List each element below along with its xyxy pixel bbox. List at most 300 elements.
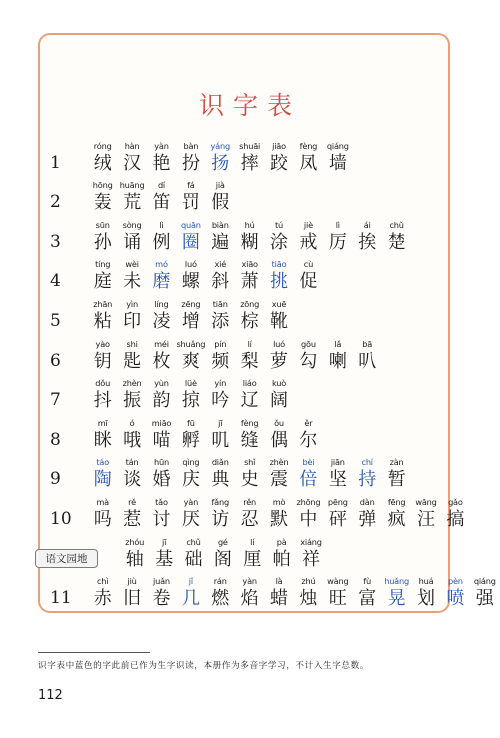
- char-cell: [88, 141, 117, 175]
- pinyin: huāng: [119, 180, 145, 191]
- pinyin: gé: [217, 536, 228, 547]
- char-cell: [294, 576, 323, 610]
- row-number: 3: [50, 231, 61, 252]
- page-number: 112: [38, 688, 63, 703]
- char-cell: [470, 576, 499, 610]
- char-cell: [323, 576, 352, 610]
- char-cell: [176, 497, 205, 531]
- hanzi: 爽: [181, 350, 200, 372]
- pinyin: jī: [162, 536, 167, 547]
- pinyin: wàng: [327, 576, 349, 587]
- char-cell: [235, 576, 264, 610]
- hanzi: 凌: [152, 310, 171, 332]
- hanzi: 荒: [123, 192, 142, 214]
- pinyin: juǎn: [153, 576, 170, 587]
- char-row: [50, 571, 496, 611]
- hanzi: 扮: [181, 152, 200, 174]
- row-number: 1: [50, 152, 61, 173]
- pinyin: zhú: [301, 576, 316, 587]
- char-cell: [176, 418, 205, 452]
- char-cell: [235, 418, 264, 452]
- hanzi: 坚: [328, 469, 347, 491]
- pinyin: lüè: [184, 378, 197, 389]
- hanzi: 汉: [123, 152, 142, 174]
- hanzi: 搞: [446, 508, 465, 530]
- char-cell: [353, 576, 382, 610]
- char-cell: [117, 457, 146, 491]
- char-cell: [120, 537, 149, 571]
- hanzi: 中: [299, 508, 318, 530]
- char-cell: [441, 576, 470, 610]
- char-cell: [353, 339, 382, 373]
- char-cell: [117, 299, 146, 333]
- hanzi: 强: [475, 588, 494, 610]
- pinyin: gōu: [301, 338, 316, 349]
- pinyin: pēng: [327, 496, 348, 507]
- hanzi: 萝: [270, 350, 289, 372]
- char-cell: [353, 497, 382, 531]
- char-cell: [117, 220, 146, 254]
- pinyin: mó: [155, 259, 168, 270]
- hanzi: 喇: [328, 350, 347, 372]
- char-cell: [206, 141, 235, 175]
- pinyin: yào: [95, 338, 110, 349]
- pinyin: lì: [159, 219, 164, 230]
- hanzi: 轰: [93, 192, 112, 214]
- pinyin: luó: [273, 338, 285, 349]
- row-number: 9: [50, 469, 61, 490]
- hanzi: 倍: [299, 469, 318, 491]
- pinyin: jiù: [127, 576, 137, 587]
- hanzi: 暂: [387, 469, 406, 491]
- char-cell: [382, 220, 411, 254]
- hanzi: 枚: [152, 350, 171, 372]
- char-cell: [88, 220, 117, 254]
- hanzi: 印: [123, 310, 142, 332]
- row-number: 6: [50, 350, 61, 371]
- char-cell: [294, 339, 323, 373]
- char-row: [50, 293, 450, 333]
- hanzi: 罚: [181, 192, 200, 214]
- pinyin: yáng: [210, 140, 230, 151]
- hanzi: 划: [416, 588, 435, 610]
- hanzi: 基: [155, 548, 174, 570]
- pinyin: huá: [418, 576, 434, 587]
- hanzi: 棕: [240, 310, 259, 332]
- pinyin: hōng: [92, 180, 113, 191]
- char-cell: [147, 339, 176, 373]
- pinyin: ái: [363, 219, 371, 230]
- hanzi: 烛: [299, 588, 318, 610]
- hanzi: 靴: [270, 310, 289, 332]
- char-cell: [296, 537, 325, 571]
- pinyin: là: [275, 576, 283, 587]
- pinyin: ǒu: [274, 417, 284, 428]
- hanzi: 勾: [299, 350, 318, 372]
- char-row: [45, 531, 450, 571]
- hanzi: 讨: [152, 508, 171, 530]
- pinyin: méi: [154, 338, 169, 349]
- hanzi: 旺: [328, 588, 347, 610]
- pinyin: fēng: [387, 496, 406, 507]
- hanzi: 蜡: [270, 588, 289, 610]
- char-cell: [147, 180, 176, 214]
- hanzi: 缝: [240, 429, 259, 451]
- pinyin: zhān: [93, 298, 113, 309]
- char-cell: [235, 141, 264, 175]
- pinyin: mò: [272, 496, 286, 507]
- char-cell: [323, 339, 352, 373]
- pinyin: qìng: [182, 457, 200, 468]
- row-number: 8: [50, 429, 61, 450]
- char-row: [50, 214, 450, 254]
- char-cell: [264, 576, 293, 610]
- char-cell: [294, 497, 323, 531]
- hanzi: 磨: [152, 271, 171, 293]
- pinyin: pín: [214, 338, 227, 349]
- row-number: 7: [50, 390, 61, 411]
- hanzi: 赤: [93, 588, 112, 610]
- pinyin: tán: [125, 457, 139, 468]
- hanzi: 汪: [416, 508, 435, 530]
- char-cell: [88, 497, 117, 531]
- char-cell: [176, 576, 205, 610]
- hanzi: 笛: [152, 192, 171, 214]
- pinyin: yín: [214, 378, 227, 389]
- hanzi: 砰: [328, 508, 347, 530]
- hanzi: 促: [299, 271, 318, 293]
- char-cell: [264, 378, 293, 412]
- pinyin: hūn: [153, 457, 169, 468]
- pinyin: xié: [214, 259, 227, 270]
- pinyin: jiè: [303, 219, 313, 230]
- char-cell: [176, 339, 205, 373]
- page-title: 识字表: [198, 91, 301, 120]
- hanzi: 眯: [93, 429, 112, 451]
- char-cell: [235, 299, 264, 333]
- pinyin: shuǎng: [176, 338, 206, 349]
- hanzi: 艳: [152, 152, 171, 174]
- hanzi: 忍: [240, 508, 259, 530]
- char-cell: [206, 497, 235, 531]
- char-row: [50, 491, 465, 531]
- char-cell: [264, 497, 293, 531]
- pinyin: yàn: [154, 140, 169, 151]
- hanzi: 圈: [181, 231, 200, 253]
- char-row: [50, 175, 450, 215]
- hanzi: 未: [123, 271, 142, 293]
- pinyin: dǒu: [95, 378, 111, 389]
- char-cell: [323, 220, 352, 254]
- pinyin: qiáng: [473, 576, 496, 587]
- pinyin: diǎn: [211, 457, 229, 468]
- char-cell: [206, 220, 235, 254]
- hanzi: 例: [152, 231, 171, 253]
- char-cell: [294, 259, 323, 293]
- pinyin: yàn: [242, 576, 257, 587]
- hanzi: 卷: [152, 588, 171, 610]
- char-cell: [441, 497, 470, 531]
- hanzi: 谈: [123, 469, 142, 491]
- char-cell: [88, 418, 117, 452]
- char-cell: [411, 576, 440, 610]
- char-cell: [208, 537, 237, 571]
- hanzi: 富: [358, 588, 377, 610]
- hanzi: 焰: [240, 588, 259, 610]
- pinyin: zēng: [181, 298, 201, 309]
- char-cell: [235, 457, 264, 491]
- hanzi: 吗: [93, 508, 112, 530]
- char-cell: [176, 457, 205, 491]
- pinyin: yìn: [126, 298, 138, 309]
- char-cell: [206, 180, 235, 214]
- hanzi: 扬: [211, 152, 230, 174]
- hanzi: 摔: [240, 152, 259, 174]
- pinyin: fá: [187, 180, 195, 191]
- hanzi: 阁: [213, 548, 232, 570]
- pinyin: kuò: [271, 378, 287, 389]
- char-cell: [382, 576, 411, 610]
- pinyin: fū: [187, 417, 195, 428]
- pinyin: fù: [363, 576, 372, 587]
- char-cell: [264, 339, 293, 373]
- pinyin: líng: [154, 298, 169, 309]
- char-cell: [147, 299, 176, 333]
- pinyin: zàn: [389, 457, 404, 468]
- char-cell: [179, 537, 208, 571]
- char-cell: [235, 220, 264, 254]
- hanzi: 戒: [299, 231, 318, 253]
- char-cell: [294, 418, 323, 452]
- hanzi: 辽: [240, 390, 259, 412]
- char-cell: [411, 497, 440, 531]
- pinyin: chǔ: [389, 219, 404, 230]
- pinyin: lí: [250, 536, 255, 547]
- hanzi: 访: [211, 508, 230, 530]
- hanzi: 螺: [181, 271, 200, 293]
- pinyin: ó: [129, 417, 135, 428]
- row-number: [50, 570, 88, 571]
- hanzi: 疯: [387, 508, 406, 530]
- hanzi: 厉: [328, 231, 347, 253]
- char-cell: [88, 180, 117, 214]
- hanzi: 斜: [211, 271, 230, 293]
- hanzi: 抖: [93, 390, 112, 412]
- hanzi: 涂: [270, 231, 289, 253]
- hanzi: 喵: [152, 429, 171, 451]
- char-cell: [117, 497, 146, 531]
- hanzi: 挑: [270, 271, 289, 293]
- char-cell: [353, 457, 382, 491]
- hanzi: 粘: [93, 310, 112, 332]
- pinyin: fèng: [240, 417, 259, 428]
- hanzi: 振: [123, 390, 142, 412]
- char-cell: [206, 418, 235, 452]
- char-cell: [294, 457, 323, 491]
- pinyin: ěr: [304, 417, 313, 428]
- pinyin: luó: [184, 259, 197, 270]
- hanzi: 庭: [93, 271, 112, 293]
- hanzi: 钥: [93, 350, 112, 372]
- pinyin: jià: [215, 180, 225, 191]
- pinyin: xiáng: [300, 536, 322, 547]
- char-cell: [206, 457, 235, 491]
- pinyin: táo: [96, 457, 110, 468]
- hanzi: 帕: [272, 548, 291, 570]
- hanzi: 孙: [93, 231, 112, 253]
- char-cell: [264, 457, 293, 491]
- hanzi: 尔: [299, 429, 318, 451]
- char-row: [50, 412, 450, 452]
- pinyin: chǔ: [186, 536, 201, 547]
- char-cell: [176, 259, 205, 293]
- footnote: 识字表中蓝色的字此前已作为生字识读，本册作为多音字学习，不计入生字总数。: [38, 661, 369, 671]
- char-cell: [147, 259, 176, 293]
- hanzi: 添: [211, 310, 230, 332]
- pinyin: róng: [93, 140, 112, 151]
- hanzi: 匙: [123, 350, 142, 372]
- hanzi: 喷: [446, 588, 465, 610]
- char-cell: [267, 537, 296, 571]
- pinyin: lí: [247, 338, 252, 349]
- hanzi: 厌: [181, 508, 200, 530]
- hanzi: 旧: [123, 588, 142, 610]
- char-cell: [117, 141, 146, 175]
- pinyin: wāng: [415, 496, 437, 507]
- char-cell: [206, 299, 235, 333]
- pinyin: shǐ: [244, 457, 256, 468]
- char-cell: [238, 537, 267, 571]
- pinyin: zhèn: [122, 378, 142, 389]
- pinyin: liáo: [242, 378, 257, 389]
- char-cell: [264, 141, 293, 175]
- pinyin: yàn: [183, 496, 199, 507]
- section-badge: 语文园地: [35, 549, 98, 568]
- pinyin: jiāo: [272, 140, 286, 151]
- char-cell: [176, 180, 205, 214]
- char-table: [45, 135, 496, 610]
- char-cell: [206, 576, 235, 610]
- hanzi: 晃: [387, 588, 406, 610]
- char-cell: [176, 378, 205, 412]
- hanzi: 叭: [358, 350, 377, 372]
- char-cell: [323, 497, 352, 531]
- char-cell: [147, 141, 176, 175]
- char-cell: [264, 299, 293, 333]
- pinyin: zōng: [240, 298, 260, 309]
- pinyin: miāo: [151, 417, 172, 428]
- hanzi: 叽: [211, 429, 230, 451]
- hanzi: 墙: [328, 152, 347, 174]
- hanzi: 韵: [152, 390, 171, 412]
- pinyin: bā: [362, 338, 373, 349]
- pinyin: tiān: [212, 298, 228, 309]
- hanzi: 祥: [302, 548, 321, 570]
- char-cell: [264, 418, 293, 452]
- char-row: [50, 135, 450, 175]
- pinyin: zhōng: [296, 496, 321, 507]
- pinyin: shi: [126, 338, 138, 349]
- char-cell: [235, 259, 264, 293]
- pinyin: mī: [97, 417, 108, 428]
- hanzi: 萧: [240, 271, 259, 293]
- row-number: 4: [50, 271, 61, 292]
- hanzi: 婚: [152, 469, 171, 491]
- char-cell: [382, 497, 411, 531]
- hanzi: 挨: [358, 231, 377, 253]
- char-row: [50, 333, 450, 373]
- hanzi: 持: [358, 469, 377, 491]
- char-cell: [147, 457, 176, 491]
- pinyin: pà: [276, 536, 287, 547]
- row-number: 2: [50, 192, 61, 213]
- char-cell: [264, 220, 293, 254]
- char-cell: [147, 497, 176, 531]
- row-number: 10: [50, 508, 72, 529]
- char-cell: [235, 497, 264, 531]
- hanzi: 孵: [181, 429, 200, 451]
- pinyin: rán: [213, 576, 227, 587]
- row-number: 11: [50, 588, 72, 609]
- char-cell: [117, 378, 146, 412]
- hanzi: 凤: [299, 152, 318, 174]
- hanzi: 吟: [211, 390, 230, 412]
- hanzi: 惹: [123, 508, 142, 530]
- hanzi: 假: [211, 192, 230, 214]
- hanzi: 遍: [211, 231, 230, 253]
- pinyin: fǎng: [211, 496, 229, 507]
- hanzi: 阔: [270, 390, 289, 412]
- char-row: [50, 452, 450, 492]
- pinyin: jī: [218, 417, 223, 428]
- char-row: [50, 373, 450, 413]
- char-cell: [323, 141, 352, 175]
- hanzi: 楚: [387, 231, 406, 253]
- char-cell: [117, 339, 146, 373]
- char-cell: [88, 259, 117, 293]
- pinyin: jiān: [330, 457, 345, 468]
- row-number: 5: [50, 310, 61, 331]
- hanzi: 跤: [270, 152, 289, 174]
- pinyin: chí: [361, 457, 373, 468]
- pinyin: bèi: [302, 457, 315, 468]
- hanzi: 弹: [358, 508, 377, 530]
- char-cell: [235, 378, 264, 412]
- hanzi: 史: [240, 469, 259, 491]
- char-cell: [206, 339, 235, 373]
- hanzi: 偶: [270, 429, 289, 451]
- char-row: [50, 254, 450, 294]
- char-cell: [147, 220, 176, 254]
- pinyin: sòng: [122, 219, 142, 230]
- char-cell: [147, 378, 176, 412]
- pinyin: qiáng: [326, 140, 349, 151]
- hanzi: 默: [270, 508, 289, 530]
- pinyin: gǎo: [448, 496, 463, 507]
- hanzi: 频: [211, 350, 230, 372]
- pinyin: mà: [96, 496, 109, 507]
- pinyin: zhóu: [125, 536, 145, 547]
- pinyin: dàn: [359, 496, 375, 507]
- pinyin: fèng: [299, 140, 318, 151]
- char-cell: [206, 259, 235, 293]
- char-cell: [264, 259, 293, 293]
- hanzi: 几: [181, 588, 200, 610]
- char-cell: [147, 576, 176, 610]
- hanzi: 绒: [93, 152, 112, 174]
- char-cell: [235, 339, 264, 373]
- char-cell: [382, 457, 411, 491]
